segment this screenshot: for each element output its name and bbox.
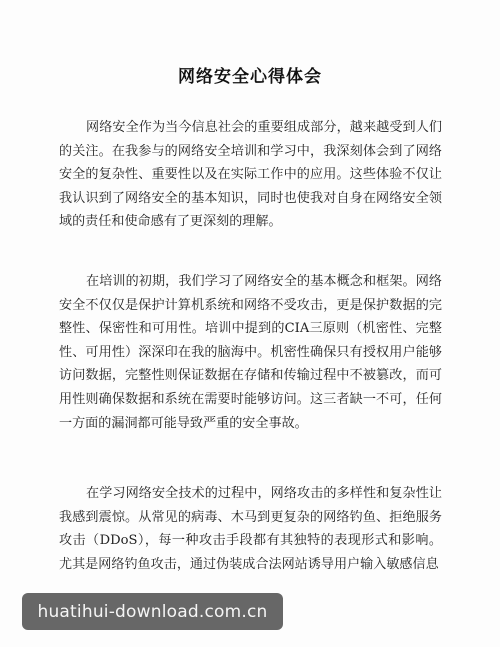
paragraph-training: 在培训的初期，我们学习了网络安全的基本概念和框架。网络安全不仅仅是保护计算机系统和网络不受攻击，更是保护数据的完整性、保密性和可用性。培训中提到的CIA三原则（机密性、完整性、可用性）深深印在我的脑海中。机密性确保只有授权用户能够访问数据，完整性则保证数据在存储和传输过程中不被篡改，而可用性则确保数据和系统在需要时能够访问。这三者缺一不可，任何一方面的漏洞都可能导致严重的安全事故。 [59,274,442,431]
paragraph-intro: 网络安全作为当今信息社会的重要组成部分，越来越受到人们的关注。在我参与的网络安全培训和学习中，我深刻体会到了网络安全的复杂性、重要性以及在实际工作中的应用。这些体验不仅让我认识到了网络安全的基本知识，同时也使我对自身在网络安全领域的责任和使命感有了更深刻的理解。 [59,120,442,230]
source-watermark [22,593,283,630]
watermark-text: huatihui-download.com.cn [37,601,268,622]
document-title: 网络安全心得体会 [178,67,322,87]
paragraph-attacks: 在学习网络安全技术的过程中，网络攻击的多样性和复杂性让我感到震惊。从常见的病毒、木马到更复杂的网络钓鱼、拒绝服务攻击（DDoS），每一种攻击手段都有其独特的表现形式和影响。尤其是网络钓鱼攻击，通过伪装成合法网站诱导用户输入敏感信息 [59,486,442,572]
